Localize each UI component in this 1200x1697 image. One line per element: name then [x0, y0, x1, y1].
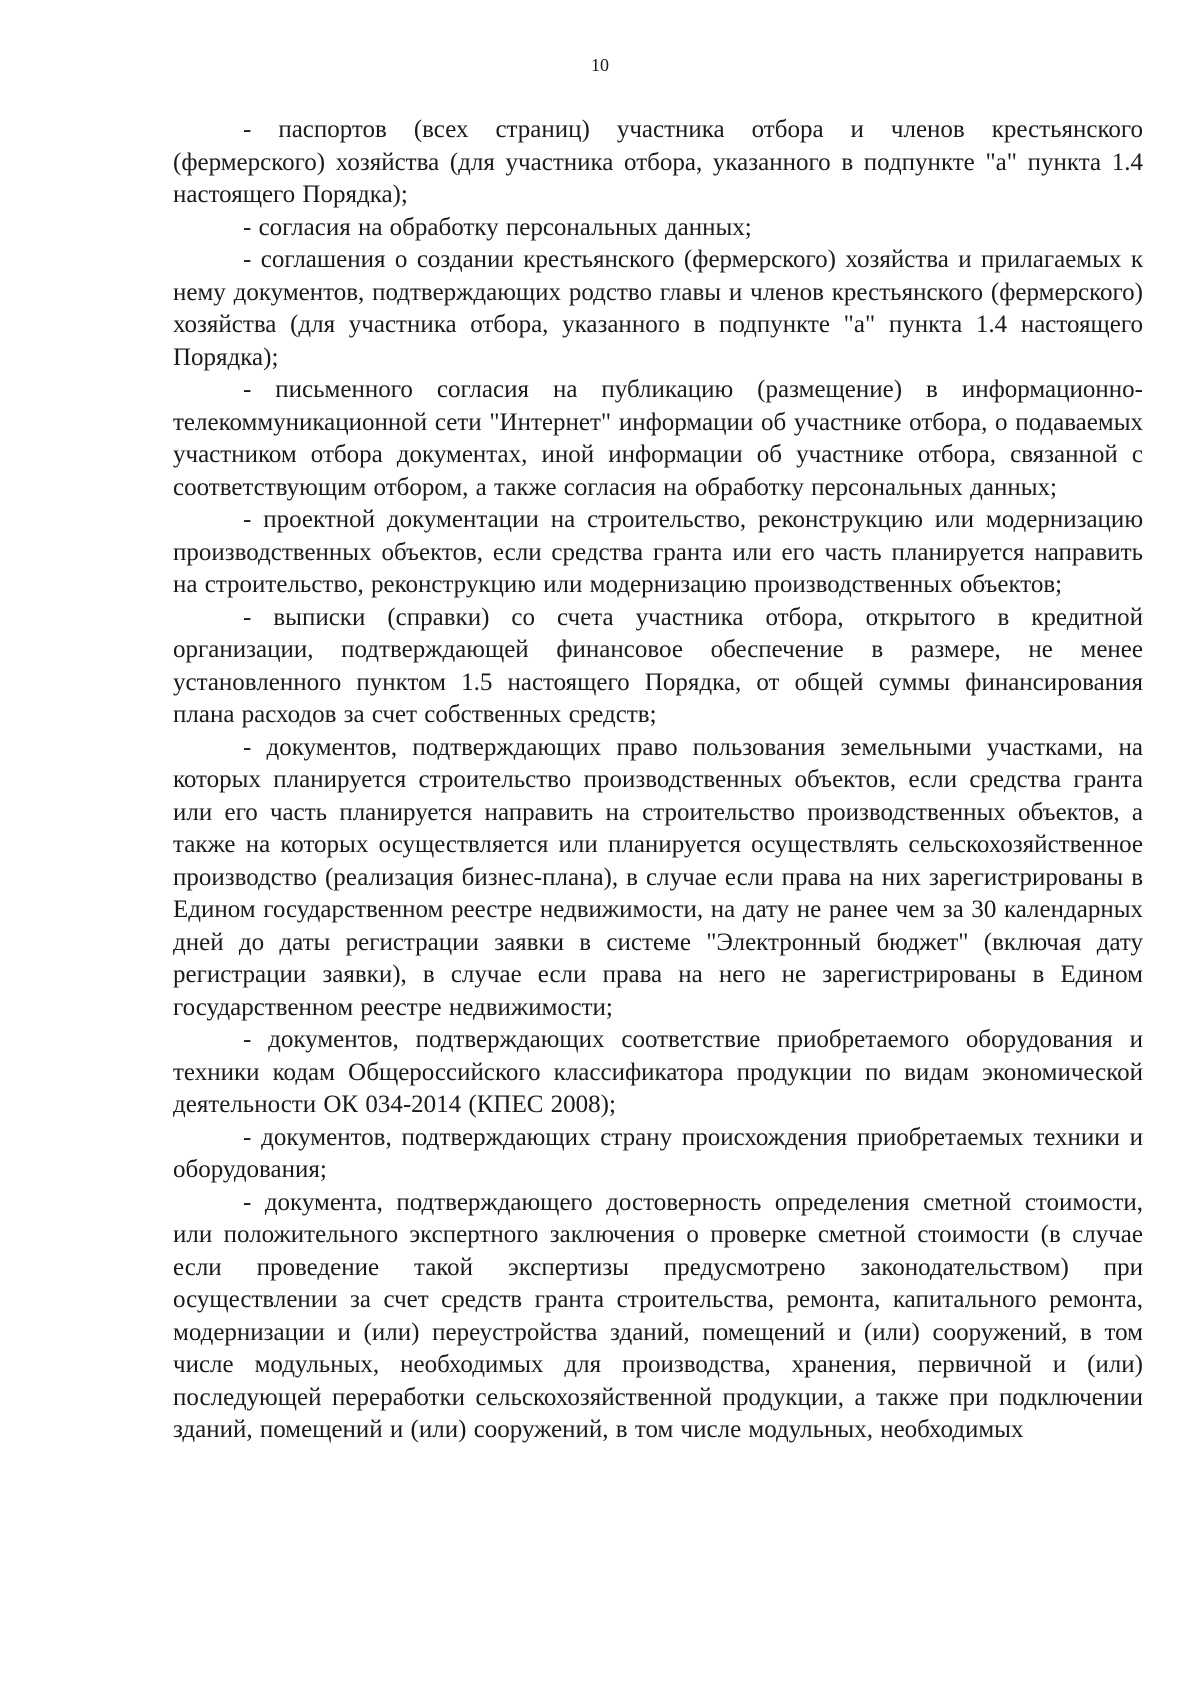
- page-number: 10: [591, 55, 609, 75]
- paragraph-passports: - паспортов (всех страниц) участника отбора и членов крестьянского (фермерского) хозяйства (для участника отбора, указанного в подпункте "а" пункта 1.4 настоящего Порядка);: [173, 116, 1143, 208]
- paragraph-publication-consent: - письменного согласия на публикацию (размещение) в информационно-телекоммуникационной сети "Интернет" информации об участнике отбора, о подаваемых участником отбора документах, иной информации об участнике отбора, связанной с соответствующим отбором, а также согласия на обработку персональных данных;: [173, 376, 1143, 501]
- document-body: [173, 114, 1143, 1447]
- paragraph-personal-data-consent: - согласия на обработку персональных данных;: [243, 213, 752, 241]
- paragraph-project-documentation: - проектной документации на строительство, реконструкцию или модернизацию производственных объектов, если средства гранта или его часть планируется направить на строительство, реконструкцию или модернизацию производственных объектов;: [173, 506, 1143, 598]
- paragraph-bank-statement: - выписки (справки) со счета участника отбора, открытого в кредитной организации, подтверждающей финансовое обеспечение в размере, не менее установленного пунктом 1.5 настоящего Порядка, от общей суммы финансирования плана расходов за счет собственных средств;: [173, 603, 1143, 728]
- paragraph-country-of-origin: - документов, подтверждающих страну происхождения приобретаемых техники и оборудования;: [173, 1123, 1143, 1183]
- paragraph-farm-agreement: - соглашения о создании крестьянского (фермерского) хозяйства и прилагаемых к нему документов, подтверждающих родство главы и членов крестьянского (фермерского) хозяйства (для участника отбора, указанного в подпункте "а" пункта 1.4 настоящего Порядка);: [173, 246, 1143, 371]
- paragraph-equipment-codes: - документов, подтверждающих соответствие приобретаемого оборудования и техники кодам Общероссийского классификатора продукции по видам экономической деятельности ОК 034-2014 (КПЕС 2008);: [173, 1026, 1143, 1118]
- paragraph-estimate-verification: - документа, подтверждающего достоверность определения сметной стоимости, или положительного экспертного заключения о проверке сметной стоимости (в случае если проведение такой экспертизы предусмотрено законодательством) при осуществлении за счет средств гранта строительства, ремонта, капитального ремонта, модернизации и (или) переустройства зданий, помещений и (или) сооружений, в том числе модульных, необходимых для производства, хранения, первичной и (или) последующей переработки сельскохозяйственной продукции, а также при подключении зданий, помещений и (или) сооружений, в том числе модульных, необходимых: [173, 1188, 1143, 1443]
- paragraph-land-rights: - документов, подтверждающих право пользования земельными участками, на которых планируется строительство производственных объектов, если средства гранта или его часть планируется направить на строительство производственных объектов, а также на которых осуществляется или планируется осуществлять сельскохозяйственное производство (реализация бизнес-плана), в случае если права на них зарегистрированы в Едином государственном реестре недвижимости, на дату не ранее чем за 30 календарных дней до даты регистрации заявки в системе "Электронный бюджет" (включая дату регистрации заявки), в случае если права на него не зарегистрированы в Едином государственном реестре недвижимости;: [173, 733, 1143, 1021]
